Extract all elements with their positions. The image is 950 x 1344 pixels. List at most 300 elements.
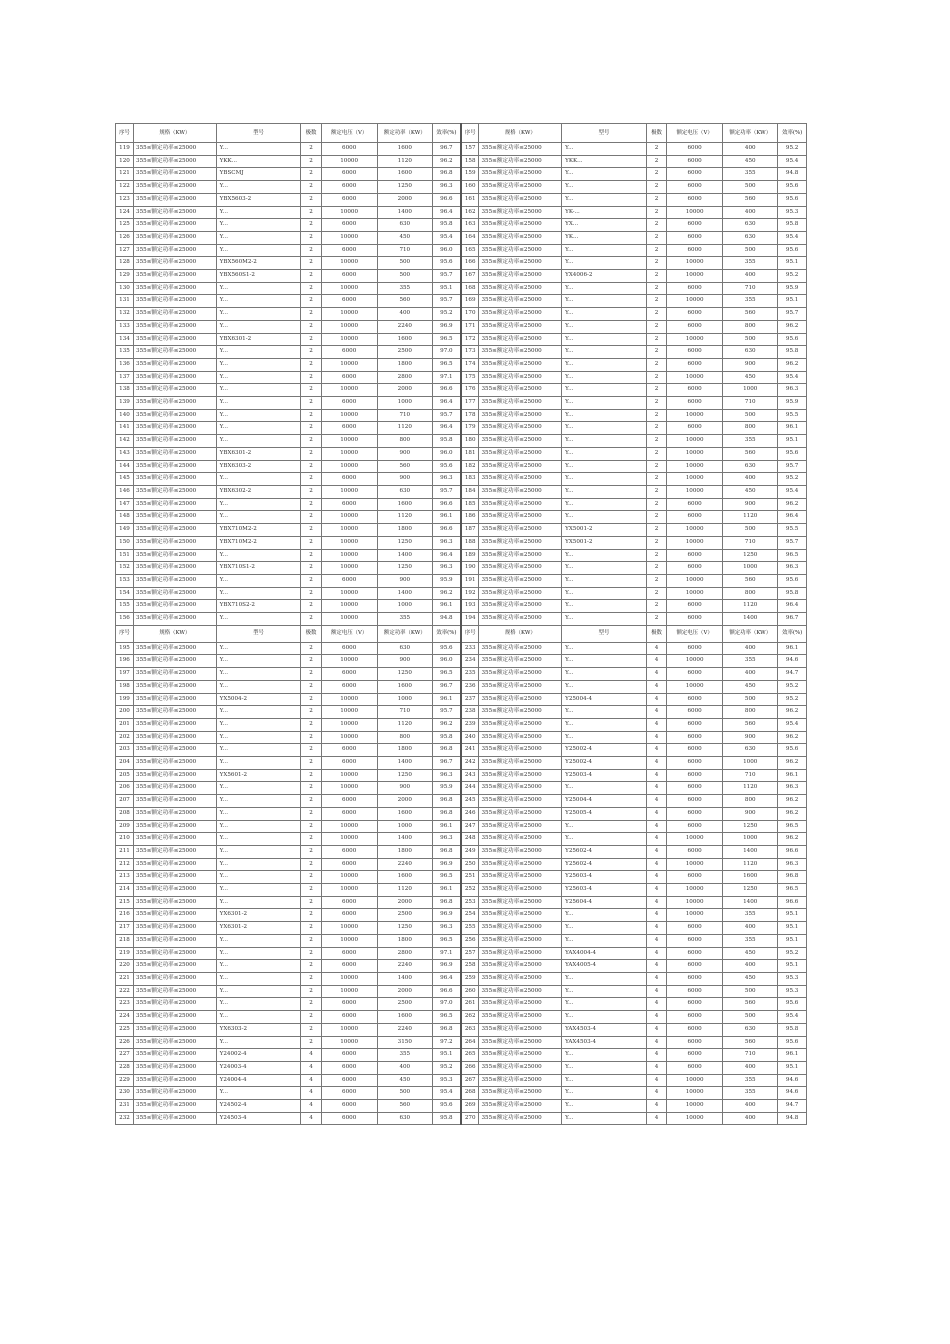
model-cell: Y...: [216, 858, 301, 871]
table-row: [116, 511, 807, 524]
table-row: [116, 642, 807, 655]
efficiency-cell: 95.5: [778, 409, 807, 422]
no-cell: 136: [116, 358, 134, 371]
poles-cell: 2: [301, 744, 321, 757]
power-cell: 1600: [377, 333, 432, 346]
no-cell: 219: [116, 947, 134, 960]
power-cell: 1400: [723, 896, 778, 909]
table-row: [116, 1074, 807, 1087]
model-cell: Y...: [562, 498, 647, 511]
model-cell: Y...: [562, 600, 647, 613]
spec-cell: 355≤额定功率≤25000: [479, 562, 562, 575]
model-cell: Y25602-4: [562, 845, 647, 858]
power-cell: 450: [723, 371, 778, 384]
spec-cell: 355≤额定功率≤25000: [134, 947, 217, 960]
poles-cell: 2: [301, 231, 321, 244]
poles-cell: 4: [646, 922, 666, 935]
power-cell: 800: [377, 731, 432, 744]
voltage-cell: 10000: [667, 1087, 723, 1100]
model-cell: Y...: [562, 346, 647, 359]
efficiency-cell: 96.2: [778, 731, 807, 744]
no-cell: 140: [116, 409, 134, 422]
voltage-cell: 10000: [321, 562, 377, 575]
efficiency-cell: 95.2: [778, 680, 807, 693]
model-cell: Y...: [562, 680, 647, 693]
poles-cell: 2: [301, 498, 321, 511]
voltage-cell: 6000: [667, 807, 723, 820]
poles-cell: 2: [301, 397, 321, 410]
column-header: 型号: [216, 625, 301, 642]
efficiency-cell: 96.3: [778, 384, 807, 397]
poles-cell: 2: [301, 706, 321, 719]
table-row: [116, 143, 807, 156]
voltage-cell: 10000: [321, 206, 377, 219]
power-cell: 400: [723, 922, 778, 935]
column-header: 极数: [646, 124, 666, 143]
model-cell: Y...: [562, 282, 647, 295]
power-cell: 710: [723, 1049, 778, 1062]
power-cell: 900: [723, 358, 778, 371]
model-cell: Y...: [216, 782, 301, 795]
poles-cell: 2: [301, 718, 321, 731]
spec-cell: 355≤额定功率≤25000: [134, 769, 217, 782]
model-cell: Y...: [216, 998, 301, 1011]
power-cell: 1000: [723, 562, 778, 575]
voltage-cell: 6000: [667, 358, 723, 371]
table-row: [116, 485, 807, 498]
efficiency-cell: 94.8: [432, 613, 461, 626]
voltage-cell: 6000: [321, 960, 377, 973]
efficiency-cell: 96.2: [432, 155, 461, 168]
poles-cell: 2: [301, 693, 321, 706]
power-cell: 560: [377, 460, 432, 473]
poles-cell: 2: [301, 896, 321, 909]
no-cell: 198: [116, 680, 134, 693]
table-row: [116, 858, 807, 871]
table-header-row: [116, 124, 807, 143]
voltage-cell: 6000: [321, 909, 377, 922]
voltage-cell: 6000: [667, 985, 723, 998]
poles-cell: 2: [301, 782, 321, 795]
no-cell: 169: [461, 295, 479, 308]
no-cell: 251: [461, 871, 479, 884]
no-cell: 187: [461, 524, 479, 537]
model-cell: Y...: [216, 371, 301, 384]
no-cell: 121: [116, 168, 134, 181]
poles-cell: 2: [301, 320, 321, 333]
efficiency-cell: 97.2: [432, 1036, 461, 1049]
power-cell: 630: [723, 744, 778, 757]
spec-cell: 355≤额定功率≤25000: [134, 731, 217, 744]
spec-cell: 355≤额定功率≤25000: [134, 549, 217, 562]
poles-cell: 2: [646, 155, 666, 168]
spec-cell: 355≤额定功率≤25000: [479, 358, 562, 371]
no-cell: 233: [461, 642, 479, 655]
spec-cell: 355≤额定功率≤25000: [134, 270, 217, 283]
poles-cell: 2: [301, 922, 321, 935]
power-cell: 500: [377, 1087, 432, 1100]
voltage-cell: 6000: [667, 422, 723, 435]
table-row: [116, 934, 807, 947]
poles-cell: 4: [301, 1100, 321, 1113]
power-cell: 500: [723, 985, 778, 998]
table-row: [116, 1049, 807, 1062]
no-cell: 151: [116, 549, 134, 562]
efficiency-cell: 96.2: [432, 718, 461, 731]
spec-cell: 355≤额定功率≤25000: [479, 871, 562, 884]
spec-cell: 355≤额定功率≤25000: [479, 193, 562, 206]
no-cell: 214: [116, 884, 134, 897]
voltage-cell: 10000: [667, 270, 723, 283]
poles-cell: 4: [646, 744, 666, 757]
efficiency-cell: 96.3: [432, 922, 461, 935]
voltage-cell: 10000: [321, 155, 377, 168]
voltage-cell: 6000: [321, 668, 377, 681]
table-row: [116, 435, 807, 448]
poles-cell: 4: [646, 718, 666, 731]
no-cell: 195: [116, 642, 134, 655]
model-cell: Y25602-4: [562, 858, 647, 871]
poles-cell: 4: [646, 845, 666, 858]
poles-cell: 4: [646, 655, 666, 668]
table-row: [116, 909, 807, 922]
efficiency-cell: 96.3: [778, 782, 807, 795]
spec-cell: 355≤额定功率≤25000: [479, 934, 562, 947]
voltage-cell: 6000: [321, 998, 377, 1011]
spec-cell: 355≤额定功率≤25000: [134, 219, 217, 232]
voltage-cell: 6000: [667, 769, 723, 782]
spec-cell: 355≤额定功率≤25000: [134, 706, 217, 719]
poles-cell: 2: [301, 384, 321, 397]
motor-spec-table: [115, 123, 807, 1125]
no-cell: 164: [461, 231, 479, 244]
power-cell: 1000: [377, 600, 432, 613]
poles-cell: 4: [646, 769, 666, 782]
no-cell: 268: [461, 1087, 479, 1100]
spec-cell: 355≤额定功率≤25000: [479, 1061, 562, 1074]
power-cell: 1800: [377, 845, 432, 858]
spec-cell: 355≤额定功率≤25000: [134, 909, 217, 922]
table-row: [116, 524, 807, 537]
poles-cell: 4: [646, 693, 666, 706]
voltage-cell: 10000: [321, 922, 377, 935]
no-cell: 119: [116, 143, 134, 156]
model-cell: Y...: [562, 460, 647, 473]
model-cell: Y...: [562, 1074, 647, 1087]
no-cell: 241: [461, 744, 479, 757]
efficiency-cell: 96.3: [432, 833, 461, 846]
voltage-cell: 6000: [667, 244, 723, 257]
table-row: [116, 884, 807, 897]
table-row: [116, 320, 807, 333]
efficiency-cell: 95.3: [778, 973, 807, 986]
spec-cell: 355≤额定功率≤25000: [479, 1112, 562, 1125]
no-cell: 171: [461, 320, 479, 333]
model-cell: Y...: [216, 219, 301, 232]
poles-cell: 4: [646, 1112, 666, 1125]
no-cell: 238: [461, 706, 479, 719]
power-cell: 355: [723, 909, 778, 922]
column-header: 效率(%): [432, 625, 461, 642]
poles-cell: 2: [301, 371, 321, 384]
poles-cell: 2: [301, 295, 321, 308]
poles-cell: 2: [301, 795, 321, 808]
table-row: [116, 181, 807, 194]
voltage-cell: 6000: [667, 308, 723, 321]
efficiency-cell: 96.5: [778, 549, 807, 562]
efficiency-cell: 95.1: [778, 909, 807, 922]
poles-cell: 2: [301, 600, 321, 613]
spec-cell: 355≤额定功率≤25000: [134, 1100, 217, 1113]
model-cell: YX...: [562, 219, 647, 232]
voltage-cell: 6000: [321, 181, 377, 194]
poles-cell: 2: [301, 574, 321, 587]
poles-cell: 2: [301, 409, 321, 422]
spec-cell: 355≤额定功率≤25000: [479, 807, 562, 820]
no-cell: 247: [461, 820, 479, 833]
model-cell: Y...: [562, 1112, 647, 1125]
efficiency-cell: 97.0: [432, 346, 461, 359]
voltage-cell: 10000: [667, 858, 723, 871]
efficiency-cell: 96.2: [778, 833, 807, 846]
poles-cell: 2: [301, 549, 321, 562]
spec-cell: 355≤额定功率≤25000: [479, 1074, 562, 1087]
model-cell: Y...: [216, 642, 301, 655]
no-cell: 192: [461, 587, 479, 600]
no-cell: 168: [461, 282, 479, 295]
efficiency-cell: 96.9: [432, 960, 461, 973]
voltage-cell: 10000: [667, 574, 723, 587]
model-cell: Y...: [562, 973, 647, 986]
model-cell: Y...: [216, 795, 301, 808]
model-cell: Y...: [562, 193, 647, 206]
voltage-cell: 10000: [321, 833, 377, 846]
no-cell: 132: [116, 308, 134, 321]
spec-cell: 355≤额定功率≤25000: [134, 168, 217, 181]
voltage-cell: 6000: [667, 718, 723, 731]
table-row: [116, 219, 807, 232]
column-header: 额定功率（KW）: [723, 124, 778, 143]
power-cell: 355: [723, 1087, 778, 1100]
no-cell: 245: [461, 795, 479, 808]
spec-cell: 355≤额定功率≤25000: [134, 985, 217, 998]
spec-cell: 355≤额定功率≤25000: [479, 1087, 562, 1100]
table-row: [116, 333, 807, 346]
model-cell: Y...: [562, 1011, 647, 1024]
power-cell: 900: [377, 574, 432, 587]
no-cell: 137: [116, 371, 134, 384]
no-cell: 125: [116, 219, 134, 232]
voltage-cell: 6000: [667, 143, 723, 156]
power-cell: 355: [723, 655, 778, 668]
spec-cell: 355≤额定功率≤25000: [134, 460, 217, 473]
model-cell: Y...: [562, 574, 647, 587]
poles-cell: 2: [646, 231, 666, 244]
no-cell: 153: [116, 574, 134, 587]
power-cell: 630: [723, 219, 778, 232]
spec-cell: 355≤额定功率≤25000: [134, 574, 217, 587]
voltage-cell: 6000: [667, 668, 723, 681]
power-cell: 630: [723, 346, 778, 359]
model-cell: YX6303-2: [216, 1023, 301, 1036]
spec-cell: 355≤额定功率≤25000: [479, 397, 562, 410]
table-row: [116, 613, 807, 626]
efficiency-cell: 95.7: [432, 409, 461, 422]
model-cell: Y...: [562, 833, 647, 846]
poles-cell: 4: [301, 1049, 321, 1062]
efficiency-cell: 95.8: [432, 435, 461, 448]
column-header: 额定电压（V）: [667, 124, 723, 143]
model-cell: YBX6301-2: [216, 447, 301, 460]
power-cell: 710: [723, 397, 778, 410]
efficiency-cell: 96.2: [778, 807, 807, 820]
spec-cell: 355≤额定功率≤25000: [134, 693, 217, 706]
column-header: 额定电压（V）: [667, 625, 723, 642]
model-cell: Y...: [216, 833, 301, 846]
poles-cell: 2: [301, 524, 321, 537]
power-cell: 450: [377, 231, 432, 244]
table-row: [116, 820, 807, 833]
power-cell: 800: [723, 422, 778, 435]
efficiency-cell: 95.2: [778, 143, 807, 156]
no-cell: 180: [461, 435, 479, 448]
model-cell: YBX710S2-2: [216, 600, 301, 613]
model-cell: YX5001-2: [562, 536, 647, 549]
spec-cell: 355≤额定功率≤25000: [134, 934, 217, 947]
power-cell: 400: [723, 206, 778, 219]
no-cell: 234: [461, 655, 479, 668]
efficiency-cell: 95.8: [778, 1023, 807, 1036]
voltage-cell: 10000: [321, 282, 377, 295]
spec-cell: 355≤额定功率≤25000: [479, 884, 562, 897]
model-cell: YKK...: [216, 155, 301, 168]
table-row: [116, 655, 807, 668]
no-cell: 203: [116, 744, 134, 757]
efficiency-cell: 95.9: [432, 574, 461, 587]
poles-cell: 2: [301, 820, 321, 833]
no-cell: 223: [116, 998, 134, 1011]
poles-cell: 4: [646, 795, 666, 808]
efficiency-cell: 95.3: [778, 206, 807, 219]
column-header: 额定功率（KW）: [377, 625, 432, 642]
efficiency-cell: 95.6: [778, 744, 807, 757]
efficiency-cell: 96.3: [432, 769, 461, 782]
poles-cell: 4: [646, 998, 666, 1011]
model-cell: Y...: [216, 731, 301, 744]
model-cell: Y...: [216, 845, 301, 858]
model-cell: Y...: [216, 1087, 301, 1100]
spec-cell: 355≤额定功率≤25000: [134, 820, 217, 833]
spec-cell: 355≤额定功率≤25000: [479, 858, 562, 871]
poles-cell: 2: [646, 168, 666, 181]
voltage-cell: 6000: [667, 820, 723, 833]
no-cell: 191: [461, 574, 479, 587]
spec-cell: 355≤额定功率≤25000: [479, 833, 562, 846]
power-cell: 2800: [377, 947, 432, 960]
table-row: [116, 257, 807, 270]
no-cell: 199: [116, 693, 134, 706]
model-cell: Y...: [562, 257, 647, 270]
spec-cell: 355≤额定功率≤25000: [134, 143, 217, 156]
no-cell: 227: [116, 1049, 134, 1062]
model-cell: Y...: [216, 549, 301, 562]
spec-cell: 355≤额定功率≤25000: [134, 231, 217, 244]
no-cell: 258: [461, 960, 479, 973]
model-cell: Y24002-4: [216, 1049, 301, 1062]
power-cell: 355: [723, 435, 778, 448]
voltage-cell: 10000: [321, 655, 377, 668]
power-cell: 630: [377, 219, 432, 232]
table-row: [116, 1087, 807, 1100]
model-cell: Y24503-4: [216, 1112, 301, 1125]
power-cell: 500: [723, 524, 778, 537]
power-cell: 800: [723, 795, 778, 808]
poles-cell: 2: [301, 333, 321, 346]
poles-cell: 4: [646, 731, 666, 744]
no-cell: 248: [461, 833, 479, 846]
no-cell: 156: [116, 613, 134, 626]
power-cell: 500: [723, 333, 778, 346]
model-cell: Y...: [216, 397, 301, 410]
power-cell: 355: [377, 282, 432, 295]
power-cell: 400: [377, 1061, 432, 1074]
efficiency-cell: 95.6: [778, 998, 807, 1011]
no-cell: 143: [116, 447, 134, 460]
no-cell: 120: [116, 155, 134, 168]
poles-cell: 2: [646, 435, 666, 448]
efficiency-cell: 96.4: [432, 422, 461, 435]
model-cell: YAX4004-4: [562, 947, 647, 960]
power-cell: 800: [377, 435, 432, 448]
power-cell: 630: [377, 642, 432, 655]
no-cell: 138: [116, 384, 134, 397]
spec-cell: 355≤额定功率≤25000: [479, 549, 562, 562]
voltage-cell: 10000: [667, 295, 723, 308]
voltage-cell: 10000: [321, 549, 377, 562]
efficiency-cell: 95.2: [778, 270, 807, 283]
power-cell: 900: [377, 473, 432, 486]
power-cell: 710: [723, 769, 778, 782]
spec-cell: 355≤额定功率≤25000: [134, 871, 217, 884]
poles-cell: 2: [646, 270, 666, 283]
poles-cell: 2: [646, 219, 666, 232]
spec-cell: 355≤额定功率≤25000: [479, 922, 562, 935]
no-cell: 266: [461, 1061, 479, 1074]
spec-cell: 355≤额定功率≤25000: [134, 485, 217, 498]
spec-cell: 355≤额定功率≤25000: [479, 642, 562, 655]
spec-cell: 355≤额定功率≤25000: [134, 668, 217, 681]
model-cell: Y25004-4: [562, 693, 647, 706]
voltage-cell: 6000: [321, 422, 377, 435]
model-cell: Y...: [216, 934, 301, 947]
efficiency-cell: 96.8: [432, 795, 461, 808]
spec-cell: 355≤额定功率≤25000: [479, 574, 562, 587]
poles-cell: 4: [646, 642, 666, 655]
no-cell: 181: [461, 447, 479, 460]
efficiency-cell: 96.8: [432, 168, 461, 181]
spec-cell: 355≤额定功率≤25000: [134, 1023, 217, 1036]
model-cell: YX5004-2: [216, 693, 301, 706]
spec-cell: 355≤额定功率≤25000: [134, 884, 217, 897]
efficiency-cell: 94.8: [778, 1112, 807, 1125]
poles-cell: 4: [301, 1087, 321, 1100]
efficiency-cell: 95.8: [778, 587, 807, 600]
no-cell: 205: [116, 769, 134, 782]
efficiency-cell: 95.7: [778, 460, 807, 473]
model-cell: Y...: [216, 282, 301, 295]
column-header: 规格（KW）: [134, 124, 217, 143]
model-cell: Y...: [562, 333, 647, 346]
